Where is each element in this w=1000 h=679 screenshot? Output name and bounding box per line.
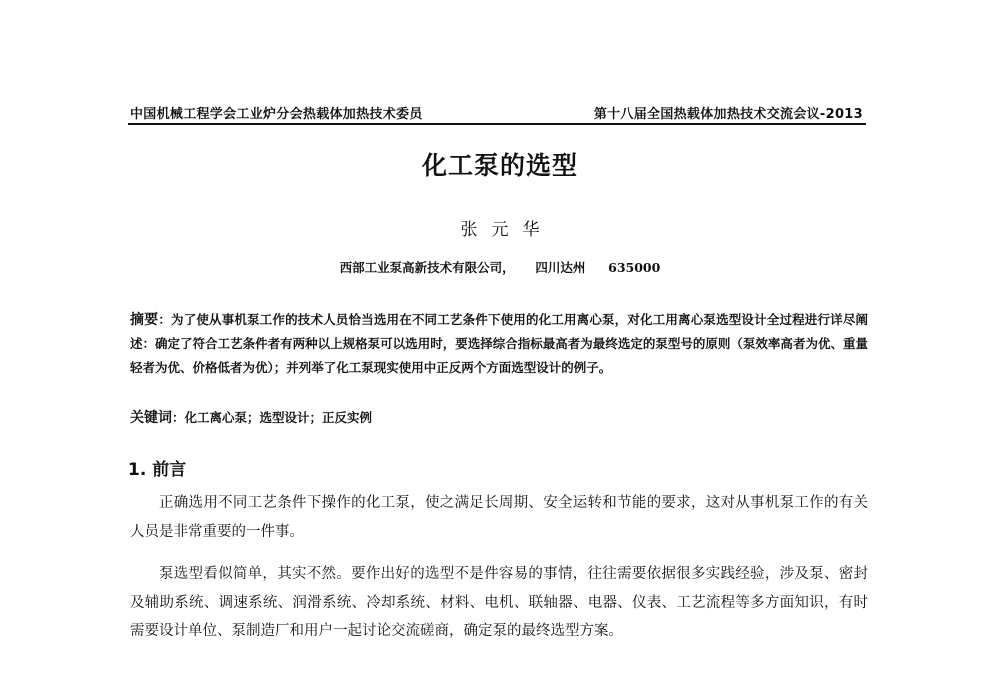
affiliation-org: 西部工业泵高新技术有限公司， <box>339 260 515 275</box>
abstract-label: 摘要 <box>130 312 159 328</box>
keywords-text: ：化工离心泵；选型设计；正反实例 <box>172 410 373 425</box>
abstract <box>130 308 868 380</box>
running-header-right: 第十八届全国热载体加热技术交流会议-2013 <box>593 107 863 122</box>
affiliation-postcode: 635000 <box>608 260 661 275</box>
author-name: 张元华 <box>460 220 554 240</box>
section-heading: 1. 前言 <box>128 460 187 480</box>
abstract-text: ：为了使从事机泵工作的技术人员恰当选用在不同工艺条件下使用的化工用离心泵，对化工用离心泵选型设计全过程进行详尽阐述：确定了符合工艺条件者有两种以上规格泵可以选用时，要选择综合指标最高者为最终选定的泵型号的原则（泵效率高者为优、重量轻者为优、价格低者为优）；并列举了化工泵现实使用中正反两个方面选型设计的例子。 <box>130 312 868 375</box>
body-paragraph: 泵选型看似简单，其实不然。要作出好的选型不是件容易的事情，往往需要依据很多实践经验，涉及泵、密封及辅助系统、调速系统、润滑系统、冷却系统、材料、电机、联轴器、电器、仪表、工艺流程等多方面知识，有时需要设计单位、泵制造厂和用户一起讨论交流磋商，确定泵的最终选型方案。 <box>130 566 868 639</box>
paper-title: 化工泵的选型 <box>421 151 578 180</box>
affiliation-place: 四川达州 <box>535 260 586 275</box>
running-header-left: 中国机械工程学会工业炉分会热载体加热技术委员 <box>130 107 423 122</box>
body-paragraph: 正确选用不同工艺条件下操作的化工泵，使之满足长周期、安全运转和节能的要求，这对从事机泵工作的有关人员是非常重要的一件事。 <box>130 495 868 540</box>
affiliation <box>0 258 1000 276</box>
keywords-label: 关键词 <box>130 410 172 426</box>
header-rule <box>128 123 866 125</box>
keywords <box>130 408 868 428</box>
